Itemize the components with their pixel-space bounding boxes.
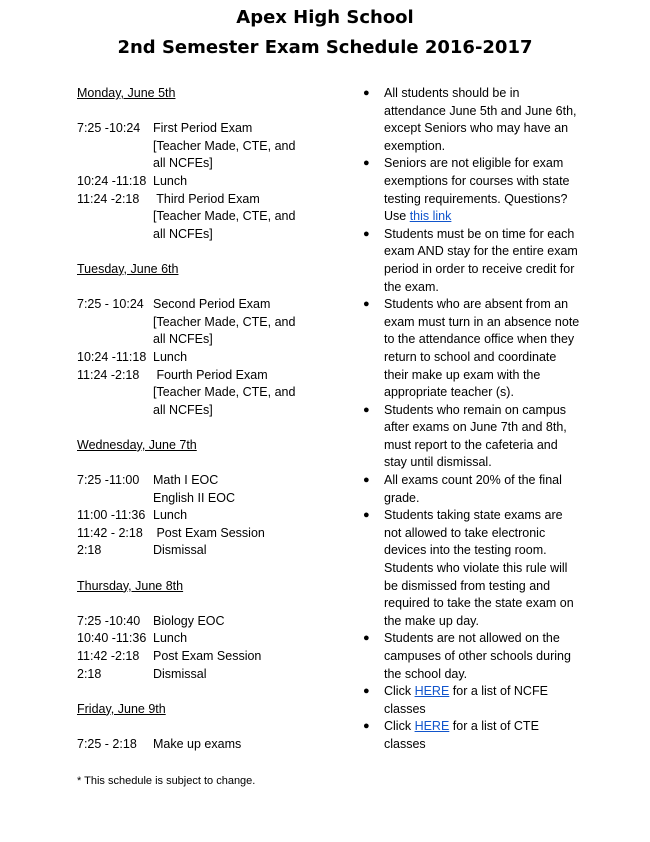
schedule-desc: [153, 296, 357, 349]
schedule-row: [77, 630, 357, 648]
schedule-time: 10:40 -11:36: [77, 631, 147, 646]
rule-item: [363, 85, 583, 155]
schedule-row: [77, 120, 357, 173]
schedule-event: Lunch: [153, 349, 188, 364]
rule-text: Students taking state exams are not allowed to take electronic devices into the testing room. Students who violate this rule will be dismissed from testing and required to take the state exam on the make up day.: [384, 508, 574, 628]
schedule-desc: [153, 367, 357, 420]
schedule-row: [77, 296, 357, 349]
schedule-desc: [153, 542, 357, 560]
schedule-row: [77, 613, 357, 631]
schedule-row: [77, 191, 357, 244]
schedule-time: 7:25 -10:40: [77, 613, 141, 628]
schedule-event: Lunch: [153, 508, 188, 523]
schedule-row: [77, 736, 357, 754]
schedule-row: [77, 472, 357, 507]
rule-item: [363, 507, 583, 630]
schedule-desc: [153, 191, 357, 244]
schedule-event: Post Exam Session: [153, 525, 265, 540]
schedule-row: [77, 349, 357, 367]
schedule-event: Fourth Period Exam: [153, 367, 268, 382]
schedule-detail: all NCFEs]: [153, 226, 213, 241]
schedule-event: Dismissal: [153, 666, 207, 681]
schedule-time: 7:25 -10:24: [77, 121, 141, 136]
schedule-event: Third Period Exam: [153, 191, 260, 206]
bullet-icon: ●: [363, 87, 370, 99]
schedule-event: Math I EOC: [153, 473, 219, 488]
rule-item: [363, 472, 583, 507]
schedule-detail: [Teacher Made, CTE, and: [153, 209, 296, 224]
schedule-row: [77, 525, 357, 543]
exam-schedule: [77, 85, 357, 754]
schedule-desc: [153, 736, 357, 754]
rule-text: Students who remain on campus after exams on June 7th and 8th, must report to the cafeteria and stay until dismissal.: [384, 402, 567, 470]
rule-text: All students should be in attendance June 5th and June 6th, except Seniors who may have an exemption.: [384, 86, 577, 153]
schedule-desc: [153, 525, 357, 543]
bullet-icon: ●: [363, 157, 370, 170]
rule-text-after: for a list of CTE classes: [384, 719, 539, 751]
schedule-desc: [153, 507, 357, 525]
schedule-detail: all NCFEs]: [153, 156, 213, 171]
schedule-event: Lunch: [153, 631, 188, 646]
bullet-icon: ●: [363, 632, 370, 645]
schedule-time: 10:24 -11:18: [77, 173, 147, 188]
schedule-row: [77, 173, 357, 191]
rule-text: Students are not allowed on the campuses of other schools during the school day.: [384, 631, 571, 681]
schedule-time: 7:25 -11:00: [77, 473, 140, 488]
schedule-event: Post Exam Session: [153, 649, 262, 663]
bullet-icon: ●: [363, 227, 370, 240]
footnote: * This schedule is subject to change.: [77, 775, 256, 787]
schedule-detail: all NCFEs]: [153, 402, 213, 417]
rule-link[interactable]: HERE: [414, 684, 450, 699]
rule-item: [363, 683, 583, 718]
rule-item: [363, 718, 583, 753]
schedule-event: Second Period Exam: [153, 297, 271, 312]
rule-text: Click: [384, 719, 415, 734]
schedule-detail: all NCFEs]: [153, 332, 213, 347]
bullet-icon: ●: [363, 474, 370, 487]
schedule-time: 7:25 - 10:24: [77, 297, 144, 312]
schedule-row: [77, 507, 357, 525]
rule-link[interactable]: this link: [409, 209, 452, 224]
bullet-icon: ●: [363, 685, 370, 698]
schedule-row: [77, 367, 357, 420]
schedule-row: [77, 648, 357, 666]
rule-text: Seniors are not eligible for exam exemptions for courses with state testing requirements. Questions? Use: [384, 156, 570, 224]
rule-item: [363, 402, 583, 472]
schedule-event: First Period Exam: [153, 121, 253, 136]
rule-link[interactable]: HERE: [414, 719, 450, 734]
schedule-desc: [153, 120, 357, 173]
schedule-time: 11:24 -2:18: [77, 191, 140, 206]
schedule-desc: [153, 666, 357, 684]
schedule-time: 10:24 -11:18: [77, 349, 147, 364]
schedule-desc: [153, 630, 357, 648]
schedule-detail: [Teacher Made, CTE, and: [153, 314, 296, 329]
rule-item: [363, 296, 583, 402]
rule-text: All exams count 20% of the final grade.: [384, 473, 562, 505]
schedule-desc: [153, 349, 357, 367]
schedule-event: Biology EOC: [153, 613, 225, 628]
bullet-icon: ●: [363, 509, 370, 522]
schedule-time: 7:25 - 2:18: [77, 736, 137, 751]
schedule-detail: [Teacher Made, CTE, and: [153, 138, 296, 153]
rule-item: [363, 226, 583, 296]
schedule-desc: [153, 173, 357, 191]
rule-item: [363, 630, 583, 683]
day-heading: Monday, June 5th: [77, 86, 176, 100]
bullet-icon: ●: [363, 403, 370, 416]
schedule-time: 11:00 -11:36: [77, 508, 146, 523]
schedule-time: 11:24 -2:18: [77, 367, 140, 382]
schedule-desc: [153, 472, 357, 507]
schedule-desc: [153, 613, 357, 631]
schedule-time: 11:42 - 2:18: [77, 525, 143, 540]
rule-text-after: for a list of NCFE classes: [384, 684, 548, 716]
day-heading: Tuesday, June 6th: [77, 261, 179, 276]
rule-text: Students who are absent from an exam must turn in an absence note to the attendance office when they return to school and coordinate their make up exam with the appropriate teacher (s).: [384, 297, 580, 400]
rule-text: Click: [384, 684, 415, 699]
day-heading: Thursday, June 8th: [77, 578, 184, 593]
day-heading: Friday, June 9th: [77, 701, 166, 716]
schedule-event: Make up exams: [153, 736, 242, 751]
bullet-icon: ●: [363, 720, 370, 733]
rule-text: Students must be on time for each exam AND stay for the entire exam period in order to receive credit for the exam.: [384, 226, 578, 294]
schedule-detail: English II EOC: [153, 490, 235, 505]
schedule-time: 2:18: [77, 666, 102, 681]
rule-item: [363, 155, 583, 225]
school-title: Apex High School: [236, 7, 414, 28]
schedule-detail: [Teacher Made, CTE, and: [153, 385, 296, 400]
rules-list: [363, 85, 583, 754]
schedule-desc: [153, 648, 357, 666]
schedule-title: 2nd Semester Exam Schedule 2016-2017: [117, 37, 533, 58]
day-heading: Wednesday, June 7th: [77, 437, 197, 452]
schedule-time: 11:42 -2:18: [77, 649, 140, 663]
schedule-time: 2:18: [77, 543, 102, 558]
schedule-row: [77, 666, 357, 684]
schedule-event: Dismissal: [153, 543, 207, 558]
schedule-event: Lunch: [153, 173, 188, 188]
bullet-icon: ●: [363, 298, 370, 311]
schedule-row: [77, 542, 357, 560]
